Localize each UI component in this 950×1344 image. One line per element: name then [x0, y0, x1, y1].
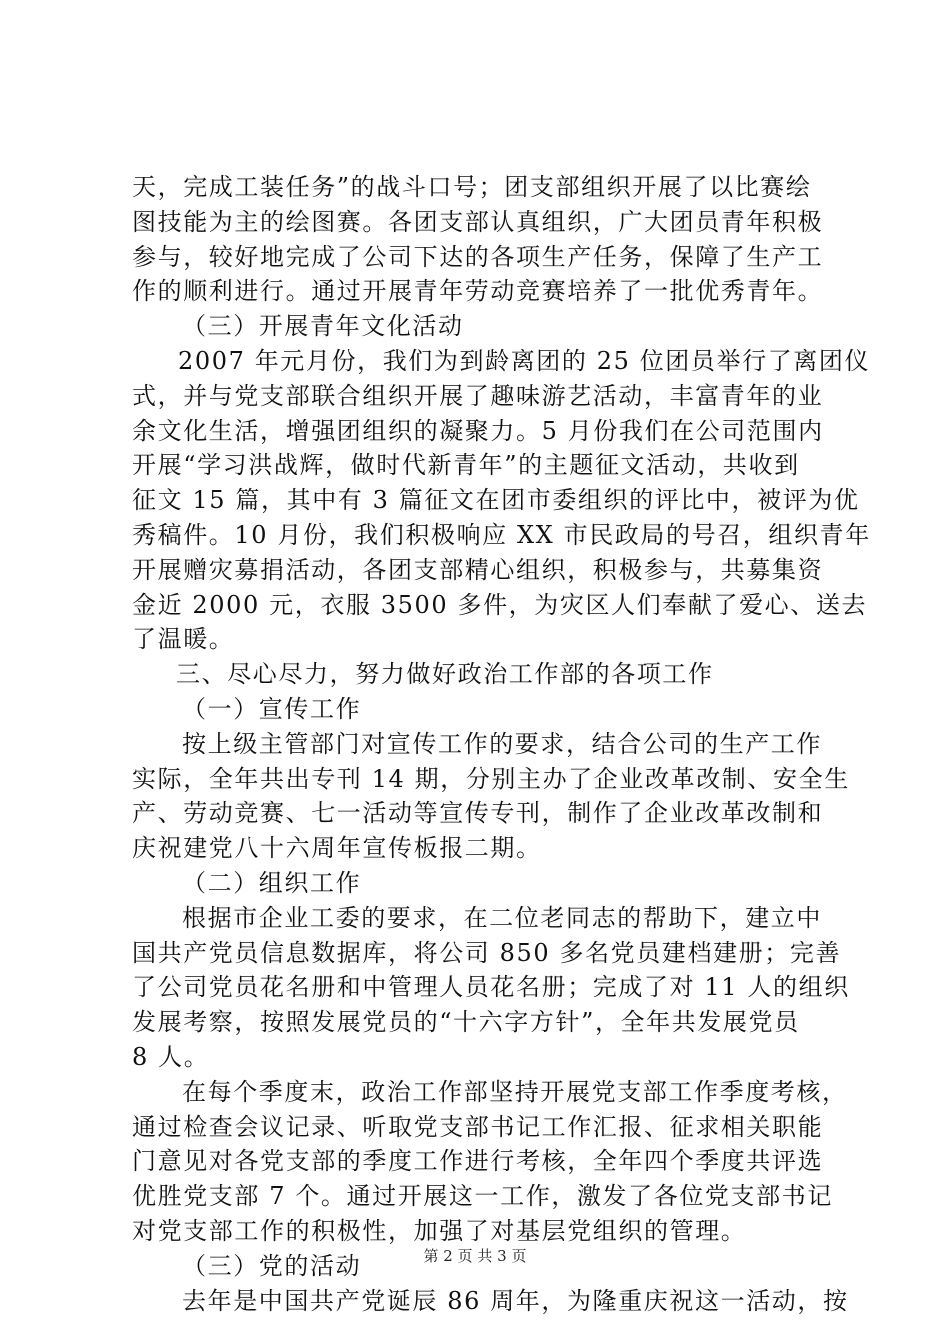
page-footer: 第 2 页 共 3 页 [423, 1247, 527, 1265]
text-line: 开展“学习洪战辉，做时代新青年”的主题征文活动，共收到 [132, 451, 800, 480]
text-line: （三）开展青年文化活动 [182, 312, 464, 341]
text-line: 了公司党员花名册和中管理人员花名册；完成了对 11 人的组织 [132, 973, 850, 1002]
text-line: 2007 年元月份，我们为到龄离团的 25 位团员举行了离团仪 [178, 346, 871, 375]
text-line: 在每个季度末，政治工作部坚持开展党支部工作季度考核， [182, 1077, 848, 1106]
text-line: 秀稿件。10 月份，我们积极响应 XX 市民政局的号召，组织青年 [132, 520, 871, 549]
text-line: 实际，全年共出专刊 14 期，分别主办了企业改革改制、安全生 [132, 764, 850, 793]
text-line: 征文 15 篇，其中有 3 篇征文在团市委组织的评比中，被评为优 [132, 486, 860, 515]
text-line: 作的顺利进行。通过开展青年劳动竞赛培养了一批优秀青年。 [132, 277, 824, 306]
text-line: 按上级主管部门对宣传工作的要求，结合公司的生产工作 [182, 729, 822, 758]
text-line: 参与，较好地完成了公司下达的各项生产任务，保障了生产工 [132, 242, 824, 271]
text-line: 图技能为主的绘图赛。各团支部认真组织，广大团员青年积极 [132, 207, 824, 236]
text-line: 去年是中国共产党诞辰 86 周年，为隆重庆祝这一活动，按 [182, 1286, 849, 1315]
text-line: （三）党的活动 [182, 1251, 362, 1280]
text-line: 产、劳动竞赛、七一活动等宣传专刊，制作了企业改革改制和 [132, 799, 824, 828]
text-line: （二）组织工作 [182, 868, 362, 897]
text-line: 天，完成工装任务”的战斗口号；团支部组织开展了以比赛绘 [132, 173, 812, 201]
text-line: 通过检查会议记录、听取党支部书记工作汇报、征求相关职能 [132, 1112, 824, 1141]
text-line: 了温暖。 [132, 625, 235, 654]
text-line: 根据市企业工委的要求，在二位老同志的帮助下，建立中 [182, 903, 822, 932]
text-line: 对党支部工作的积极性，加强了对基层党组织的管理。 [132, 1216, 747, 1245]
text-line: 门意见对各党支部的季度工作进行考核，全年四个季度共评选 [132, 1147, 824, 1176]
text-line: 三、尽心尽力，努力做好政治工作部的各项工作 [176, 660, 714, 689]
text-line: 优胜党支部 7 个。通过开展这一工作，激发了各位党支部书记 [132, 1182, 833, 1211]
text-line: 庆祝建党八十六周年宣传板报二期。 [132, 834, 542, 863]
text-line: 发展考察，按照发展党员的“十六字方针”，全年共发展党员 [132, 1008, 800, 1037]
text-line: 余文化生活，增强团组织的凝聚力。5 月份我们在公司范围内 [132, 416, 824, 445]
text-line: 开展赠灾募捐活动，各团支部精心组织，积极参与，共募集资 [132, 555, 824, 584]
text-line: （一）宣传工作 [182, 694, 362, 723]
text-line: 国共产党员信息数据库，将公司 850 多名党员建档建册；完善 [132, 938, 842, 967]
text-line: 8 人。 [132, 1042, 210, 1071]
document-body [132, 170, 871, 1318]
text-line: 金近 2000 元，衣服 3500 多件，为灾区人们奉献了爱心、送去 [132, 590, 868, 619]
text-line: 式，并与党支部联合组织开展了趣味游艺活动，丰富青年的业 [132, 381, 824, 410]
